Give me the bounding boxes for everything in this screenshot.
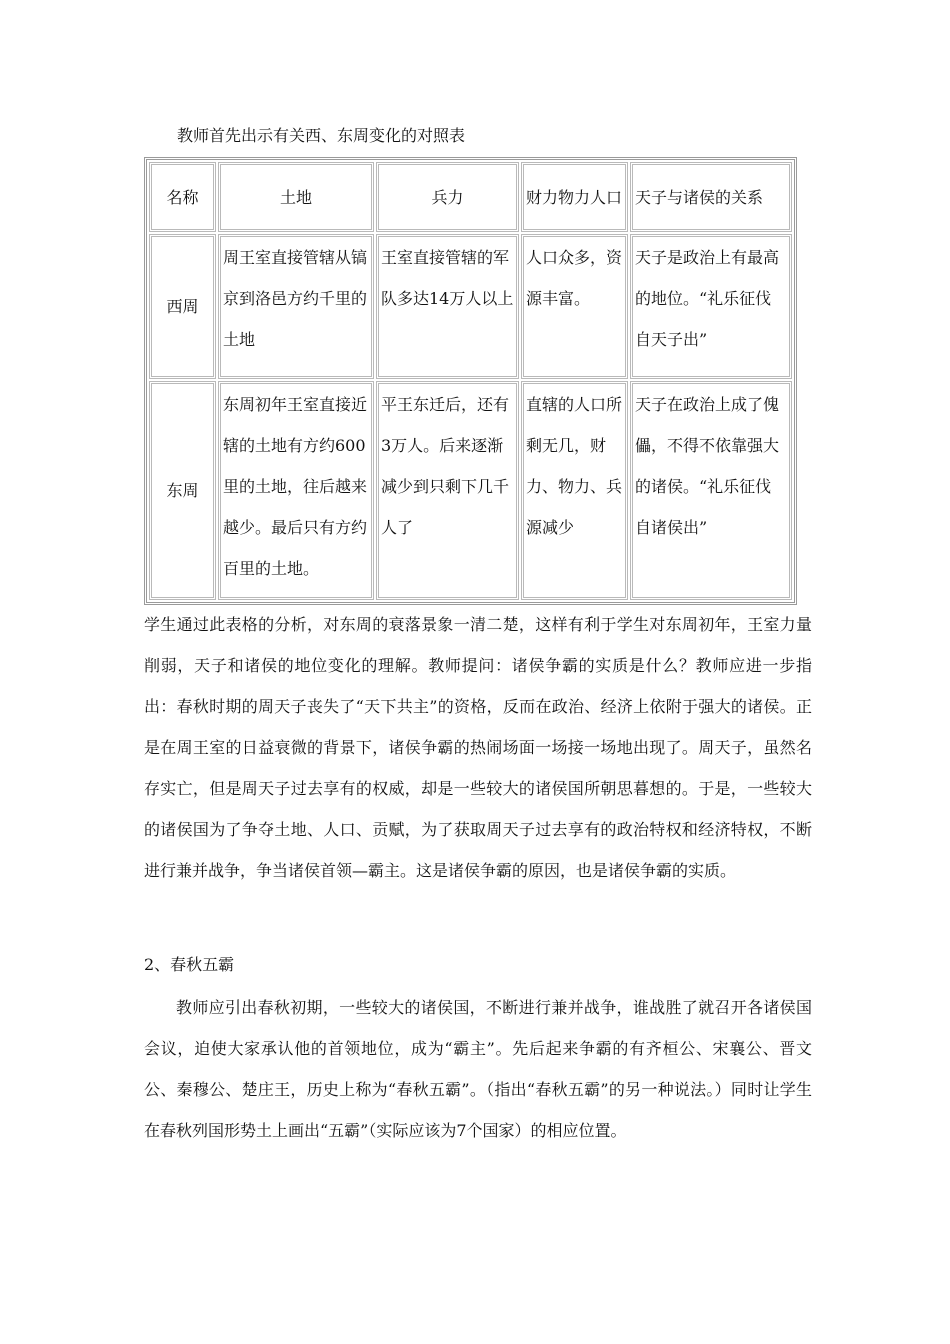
- cell-land: 东周初年王室直接近辖的土地有方约600里的土地，往后越来越少。最后只有方约百里的土地。: [218, 381, 374, 600]
- table-header-row: [149, 162, 792, 232]
- cell-land: 周王室直接管辖从镐京到洛邑方约千里的土地: [218, 234, 374, 379]
- cell-army: 王室直接管辖的军队多达14万人以上: [376, 234, 519, 379]
- header-name: 名称: [149, 162, 216, 232]
- table-row: [149, 381, 792, 600]
- cell-army: 平王东迁后，还有3万人。后来逐渐减少到只剩下几千人了: [376, 381, 519, 600]
- comparison-table: [144, 157, 797, 605]
- header-land: 土地: [218, 162, 374, 232]
- cell-resources: 人口众多，资源丰富。: [521, 234, 628, 379]
- header-relation: 天子与诸侯的关系: [630, 162, 792, 232]
- header-army: 兵力: [376, 162, 519, 232]
- five-hegemons-paragraph: 教师应引出春秋初期，一些较大的诸侯国，不断进行兼并战争，谁战胜了就召开各诸侯国会议，迫使大家承认他的首领地位，成为“霸主”。先后起来争霸的有齐桓公、宋襄公、晋文公、秦穆公、楚庄王，历史上称为“春秋五霸”。（指出“春秋五霸”的另一种说法。）同时让学生在春秋列国形势土上画出“五霸”（实际应该为7个国家）的相应位置。: [144, 998, 812, 1140]
- cell-relation: 天子是政治上有最高的地位。“礼乐征伐自天子出”: [630, 234, 792, 379]
- section-heading: 2、春秋五霸: [144, 955, 235, 974]
- comparison-table-grid: [147, 160, 794, 602]
- table-intro: 教师首先出示有关西、东周变化的对照表: [177, 126, 466, 145]
- header-resources: 财力物力人口: [521, 162, 628, 232]
- analysis-paragraph: 学生通过此表格的分析，对东周的衰落景象一清二楚，这样有利于学生对东周初年，王室力量削弱，天子和诸侯的地位变化的理解。教师提问：诸侯争霸的实质是什么？教师应进一步指出：春秋时期的周天子丧失了“天下共主”的资格，反而在政治、经济上依附于强大的诸侯。正是在周王室的日益衰微的背景下，诸侯争霸的热闹场面一场接一场地出现了。周天子，虽然名存实亡，但是周天子过去享有的权威，却是一些较大的诸侯国所朝思暮想的。于是，一些较大的诸侯国为了争夺土地、人口、贡赋，为了获取周天子过去享有的政治特权和经济特权，不断进行兼并战争，争当诸侯首领—霸主。这是诸侯争霸的原因，也是诸侯争霸的实质。: [144, 615, 812, 880]
- row-name: 西周: [149, 234, 216, 379]
- row-name: 东周: [149, 381, 216, 600]
- table-row: [149, 234, 792, 379]
- cell-relation: 天子在政治上成了傀儡，不得不依靠强大的诸侯。“礼乐征伐自诸侯出”: [630, 381, 792, 600]
- cell-resources: 直辖的人口所剩无几，财力、物力、兵源减少: [521, 381, 628, 600]
